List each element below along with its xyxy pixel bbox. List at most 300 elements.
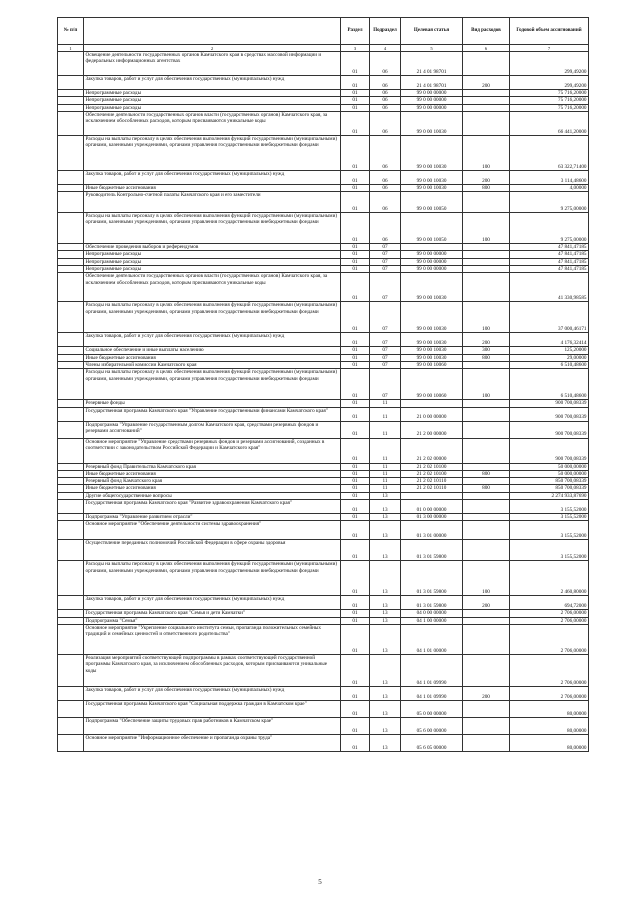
row-index [58,463,84,470]
row-razdel: 01 [341,492,370,499]
table-row [58,492,589,499]
row-podrazdel: 13 [370,717,401,734]
row-podrazdel: 07 [370,361,401,368]
row-target-article: 01 0 00 00000 [401,500,463,514]
row-podrazdel: 13 [370,700,401,717]
row-name: Обеспечение деятельности государственных органов власти (государственных органов) Камчатского края, за исключением обособленных расходов, которым присваиваются уникальные коды [84,273,341,302]
table-row [58,251,589,258]
row-expense-type [463,610,510,617]
table-row [58,624,589,654]
row-target-article: 01 3 01 59800 [401,561,463,596]
row-index [58,111,84,135]
table-row [58,521,589,540]
row-name: Освещение деятельности государственных органов Камчатского края в средствах массовой информации и федеральных информационных агентствах [84,52,341,76]
row-razdel: 01 [341,273,370,302]
row-expense-type: 200 [463,596,510,610]
row-amount: 2 706,00000 [510,654,589,686]
row-target-article: 21 2 02 10100 [401,470,463,477]
table-row [58,407,589,421]
row-razdel: 01 [341,407,370,421]
row-expense-type: 800 [463,354,510,361]
row-razdel: 01 [341,184,370,191]
row-index [58,135,84,170]
row-name: Подпрограмма "Управление развитием отрасли" [84,514,341,521]
row-podrazdel: 13 [370,561,401,596]
row-razdel: 01 [341,561,370,596]
row-name: Основное мероприятие "Информационное обеспечение и пропаганда охраны труда" [84,734,341,751]
row-amount: 850 700,08339 [510,478,589,485]
column-header: Вид расходов [463,18,510,45]
row-podrazdel: 06 [370,76,401,90]
row-target-article: 04 0 00 00000 [401,610,463,617]
row-target-article [401,400,463,407]
row-name: Непрограммные расходы [84,251,341,258]
row-razdel: 01 [341,111,370,135]
column-number: 4 [370,45,401,52]
table-row [58,514,589,521]
row-index [58,273,84,302]
row-podrazdel: 07 [370,369,401,400]
row-index [58,470,84,477]
row-name: Непрограммные расходы [84,266,341,273]
table-row [58,438,589,463]
row-name: Осуществление переданных полномочий Российской Федерации в сфере охраны здоровья [84,540,341,561]
row-razdel: 01 [341,400,370,407]
row-target-article: 05 0 00 00000 [401,700,463,717]
table-row [58,90,589,97]
row-name: Иные бюджетные ассигнования [84,470,341,477]
row-index [58,624,84,654]
row-expense-type [463,90,510,97]
row-index [58,438,84,463]
row-amount: 66 441,20000 [510,111,589,135]
row-razdel: 01 [341,654,370,686]
table-row [58,76,589,90]
row-podrazdel: 13 [370,514,401,521]
row-amount: 37 000,46171 [510,302,589,333]
row-expense-type: 800 [463,184,510,191]
row-target-article: 21 0 00 00000 [401,407,463,421]
row-amount: 29,00000 [510,354,589,361]
row-expense-type [463,617,510,624]
row-target-article: 99 0 00 00000 [401,104,463,111]
row-razdel: 01 [341,170,370,184]
table-row [58,500,589,514]
table-row [58,717,589,734]
row-podrazdel: 13 [370,540,401,561]
row-index [58,478,84,485]
row-expense-type [463,700,510,717]
row-podrazdel: 07 [370,273,401,302]
row-name: Подпрограмма "Управление государственным долгом Камчатского края, средствами резервных фондов и резервами ассигнований" [84,421,341,438]
row-podrazdel: 13 [370,610,401,617]
row-expense-type [463,717,510,734]
row-amount: 694,72000 [510,596,589,610]
row-expense-type [463,540,510,561]
column-header: № п/п [58,18,84,45]
row-index [58,90,84,97]
row-podrazdel: 06 [370,192,401,213]
row-razdel: 01 [341,610,370,617]
table-row [58,700,589,717]
row-index [58,97,84,104]
row-target-article: 99 0 00 00000 [401,266,463,273]
row-amount: 9 275,00000 [510,192,589,213]
row-razdel: 01 [341,521,370,540]
row-name: Члены избирательной комиссии Камчатского края [84,361,341,368]
row-expense-type [463,266,510,273]
row-name: Расходы на выплаты персоналу в целях обеспечения выполнения функций государственными (муниципальными) органами, казенными учреждениями, органами управления государственными внебюджетными фондами [84,302,341,333]
row-amount: 900 700,08339 [510,421,589,438]
row-name: Закупка товаров, работ и услуг для обеспечения государственных (муниципальных) нужд [84,76,341,90]
row-expense-type [463,400,510,407]
row-expense-type [463,258,510,265]
row-razdel: 01 [341,251,370,258]
row-podrazdel: 06 [370,90,401,97]
row-index [58,500,84,514]
column-number: 3 [341,45,370,52]
table-row [58,485,589,492]
row-amount: 6 510,48600 [510,361,589,368]
row-name: Закупка товаров, работ и услуг для обеспечения государственных (муниципальных) нужд [84,333,341,347]
row-amount: 125,20000 [510,347,589,354]
row-podrazdel: 13 [370,654,401,686]
row-razdel: 01 [341,244,370,251]
row-razdel: 01 [341,485,370,492]
row-podrazdel: 13 [370,617,401,624]
row-target-article: 99 0 00 10030 [401,273,463,302]
row-target-article: 99 0 00 10050 [401,192,463,213]
row-podrazdel: 11 [370,478,401,485]
row-amount: 2 706,00000 [510,624,589,654]
table-header-row [58,18,589,45]
row-name: Непрограммные расходы [84,90,341,97]
row-index [58,251,84,258]
row-razdel: 01 [341,266,370,273]
row-index [58,540,84,561]
row-razdel: 01 [341,478,370,485]
row-name: Резервный фонд Камчатского края [84,478,341,485]
table-row [58,135,589,170]
row-target-article: 99 0 00 10030 [401,111,463,135]
row-podrazdel: 06 [370,111,401,135]
row-target-article: 99 0 00 10060 [401,361,463,368]
row-name: Другие общегосударственные вопросы [84,492,341,499]
row-podrazdel: 11 [370,463,401,470]
row-expense-type [463,521,510,540]
row-podrazdel: 07 [370,258,401,265]
row-amount: 299,49200 [510,76,589,90]
column-header: Подраздел [370,18,401,45]
row-amount: 2 706,00000 [510,610,589,617]
row-expense-type: 200 [463,170,510,184]
row-name: Закупка товаров, работ и услуг для обеспечения государственных (муниципальных) нужд [84,686,341,700]
row-target-article: 99 0 00 10050 [401,213,463,244]
row-expense-type [463,361,510,368]
row-amount: 850 700,08339 [510,485,589,492]
row-podrazdel: 07 [370,251,401,258]
row-name: Расходы на выплаты персоналу в целях обеспечения выполнения функций государственными (муниципальными) органами, казенными учреждениями, органами управления государственными внебюджетными фондами [84,135,341,170]
row-podrazdel: 13 [370,624,401,654]
budget-table-sheet [57,17,588,752]
row-amount: 47 841,47185 [510,251,589,258]
row-amount: 63 322,71400 [510,135,589,170]
row-name: Закупка товаров, работ и услуг для обеспечения государственных (муниципальных) нужд [84,170,341,184]
row-index [58,400,84,407]
row-index [58,244,84,251]
row-podrazdel: 13 [370,686,401,700]
row-target-article: 05 6 05 00000 [401,734,463,751]
row-razdel: 01 [341,596,370,610]
row-amount: 50 000,00000 [510,470,589,477]
row-razdel: 01 [341,421,370,438]
table-row [58,104,589,111]
row-index [58,717,84,734]
row-name: Иные бюджетные ассигнования [84,485,341,492]
row-expense-type [463,251,510,258]
row-razdel: 01 [341,76,370,90]
row-expense-type [463,624,510,654]
row-razdel: 01 [341,333,370,347]
row-name: Обеспечение деятельности государственных органов власти (государственных органов) Камчатского края, за исключением обособленных расходов, которым присваиваются уникальные коды [84,111,341,135]
row-name: Основное мероприятие "Укрепление социального института семьи, пропаганда положительных семейных традиций и семейных ценностей и ответственного родительства" [84,624,341,654]
row-expense-type: 100 [463,302,510,333]
table-row [58,561,589,596]
row-target-article: 21 4 01 98701 [401,76,463,90]
table-row [58,52,589,76]
row-amount: 900 700,08339 [510,400,589,407]
row-podrazdel: 13 [370,521,401,540]
row-expense-type: 100 [463,561,510,596]
row-index [58,514,84,521]
row-expense-type: 200 [463,686,510,700]
row-name: Социальное обеспечение и иные выплаты населению [84,347,341,354]
table-row [58,734,589,751]
row-amount: 900 700,08339 [510,438,589,463]
column-number: 1 [58,45,84,52]
row-index [58,76,84,90]
row-podrazdel: 11 [370,485,401,492]
column-number: 6 [463,45,510,52]
row-target-article: 21 2 00 00000 [401,421,463,438]
column-header: Раздел [341,18,370,45]
row-target-article: 21 2 02 10100 [401,463,463,470]
row-podrazdel: 13 [370,500,401,514]
row-expense-type: 100 [463,369,510,400]
row-razdel: 01 [341,90,370,97]
row-target-article: 99 0 00 00000 [401,90,463,97]
row-target-article: 04 1 00 00000 [401,617,463,624]
row-index [58,407,84,421]
table-row [58,463,589,470]
row-index [58,333,84,347]
row-expense-type [463,478,510,485]
row-target-article: 99 0 00 00000 [401,258,463,265]
row-podrazdel: 13 [370,596,401,610]
row-expense-type [463,52,510,76]
row-target-article: 01 3 00 00000 [401,514,463,521]
row-target-article: 01 3 01 59800 [401,596,463,610]
table-row [58,617,589,624]
row-index [58,369,84,400]
row-target-article: 04 1 01 09990 [401,654,463,686]
row-podrazdel: 11 [370,470,401,477]
table-row [58,596,589,610]
row-target-article: 99 0 00 10030 [401,135,463,170]
row-podrazdel: 07 [370,302,401,333]
row-razdel: 01 [341,624,370,654]
row-razdel: 01 [341,438,370,463]
row-expense-type: 300 [463,347,510,354]
column-number: 5 [401,45,463,52]
table-row [58,354,589,361]
column-header [84,18,341,45]
row-razdel: 01 [341,617,370,624]
row-podrazdel: 07 [370,266,401,273]
row-name: Непрограммные расходы [84,104,341,111]
table-row [58,421,589,438]
row-target-article: 21 2 02 00000 [401,438,463,463]
row-podrazdel: 11 [370,407,401,421]
row-target-article: 05 6 00 00000 [401,717,463,734]
row-target-article: 99 0 00 00000 [401,251,463,258]
row-target-article: 21 2 02 10110 [401,485,463,492]
column-number-row [58,45,589,52]
row-amount: 2 706,00000 [510,617,589,624]
table-row [58,244,589,251]
row-name: Основное мероприятие "Управление средствами резервных фондов и резервами ассигнований, созданных в соответствии с законодательством Российской Федерации и Камчатского края" [84,438,341,463]
row-razdel: 01 [341,302,370,333]
row-target-article: 99 0 00 00000 [401,97,463,104]
row-expense-type [463,438,510,463]
row-expense-type: 800 [463,470,510,477]
row-index [58,485,84,492]
row-amount: 80,00000 [510,717,589,734]
row-amount: 3 155,52000 [510,514,589,521]
row-name: Государственная программа Камчатского края "Социальная поддержка граждан в Камчатском крае" [84,700,341,717]
row-index [58,354,84,361]
row-expense-type [463,500,510,514]
row-name: Расходы на выплаты персоналу в целях обеспечения выполнения функций государственными (муниципальными) органами, казенными учреждениями, органами управления государственными внебюджетными фондами [84,369,341,400]
row-amount: 47 841,47185 [510,266,589,273]
row-expense-type [463,273,510,302]
row-razdel: 01 [341,700,370,717]
page-number: 5 [318,878,322,886]
row-razdel: 01 [341,104,370,111]
row-target-article: 99 0 00 10060 [401,369,463,400]
row-target-article: 99 0 00 10030 [401,347,463,354]
table-row [58,192,589,213]
table-body [58,52,589,752]
column-header: Целевая статья [401,18,463,45]
row-index [58,521,84,540]
table-row [58,369,589,400]
table-row [58,610,589,617]
row-podrazdel: 06 [370,135,401,170]
row-expense-type [463,654,510,686]
row-razdel: 01 [341,135,370,170]
row-index [58,347,84,354]
row-name: Государственная программа Камчатского края "Управление государственными финансами Камчатского края" [84,407,341,421]
row-podrazdel: 06 [370,170,401,184]
row-target-article: 04 1 01 09990 [401,686,463,700]
row-amount: 299,49200 [510,52,589,76]
row-target-article: 21 2 02 10110 [401,478,463,485]
table-row [58,333,589,347]
row-expense-type: 200 [463,333,510,347]
row-index [58,492,84,499]
table-row [58,258,589,265]
table-row [58,654,589,686]
budget-allocation-table [57,17,589,752]
row-amount: 80,00000 [510,734,589,751]
row-razdel: 01 [341,500,370,514]
column-header: Годовой объем ассигнований [510,18,589,45]
row-target-article [401,244,463,251]
row-index [58,184,84,191]
row-index [58,561,84,596]
row-name: Резервный фонд Правительства Камчатского края [84,463,341,470]
row-target-article: 99 0 00 10030 [401,354,463,361]
row-expense-type [463,97,510,104]
row-amount: 6 510,48600 [510,369,589,400]
row-amount: 9 275,00000 [510,213,589,244]
row-target-article: 21 4 01 98701 [401,52,463,76]
row-amount: 4 176,32414 [510,333,589,347]
row-razdel: 01 [341,540,370,561]
table-row [58,478,589,485]
row-name: Иные бюджетные ассигнования [84,354,341,361]
row-amount: 75 716,20000 [510,90,589,97]
row-name: Государственная программа Камчатского края "Развитие здравоохранения Камчатского края" [84,500,341,514]
row-expense-type [463,104,510,111]
row-name: Обеспечение проведения выборов и референдумов [84,244,341,251]
row-name: Расходы на выплаты персоналу в целях обеспечения выполнения функций государственными (муниципальными) органами, казенными учреждениями, органами управления государственными внебюджетными фондами [84,561,341,596]
row-podrazdel: 13 [370,734,401,751]
row-target-article: 99 0 00 10030 [401,184,463,191]
row-razdel: 01 [341,258,370,265]
row-target-article [401,492,463,499]
row-amount: 3 155,52000 [510,540,589,561]
row-index [58,192,84,213]
row-index [58,213,84,244]
row-razdel: 01 [341,717,370,734]
row-expense-type [463,463,510,470]
row-name: Государственная программа Камчатского края "Семья и дети Камчатки" [84,610,341,617]
row-expense-type [463,734,510,751]
row-index [58,686,84,700]
row-podrazdel: 06 [370,213,401,244]
table-row [58,347,589,354]
row-name: Основное мероприятие "Обеспечение деятельности системы здравоохранения" [84,521,341,540]
row-name: Подпрограмма "Обеспечение защиты трудовых прав работников в Камчатском крае" [84,717,341,734]
row-amount: 75 716,20000 [510,104,589,111]
row-razdel: 01 [341,734,370,751]
row-razdel: 01 [341,470,370,477]
row-expense-type [463,492,510,499]
table-row [58,540,589,561]
table-row [58,470,589,477]
row-razdel: 01 [341,192,370,213]
row-target-article: 01 3 01 59800 [401,540,463,561]
column-number: 7 [510,45,589,52]
row-index [58,52,84,76]
row-expense-type: 800 [463,485,510,492]
row-index [58,734,84,751]
row-amount: 3 155,52000 [510,500,589,514]
row-index [58,104,84,111]
row-index [58,302,84,333]
